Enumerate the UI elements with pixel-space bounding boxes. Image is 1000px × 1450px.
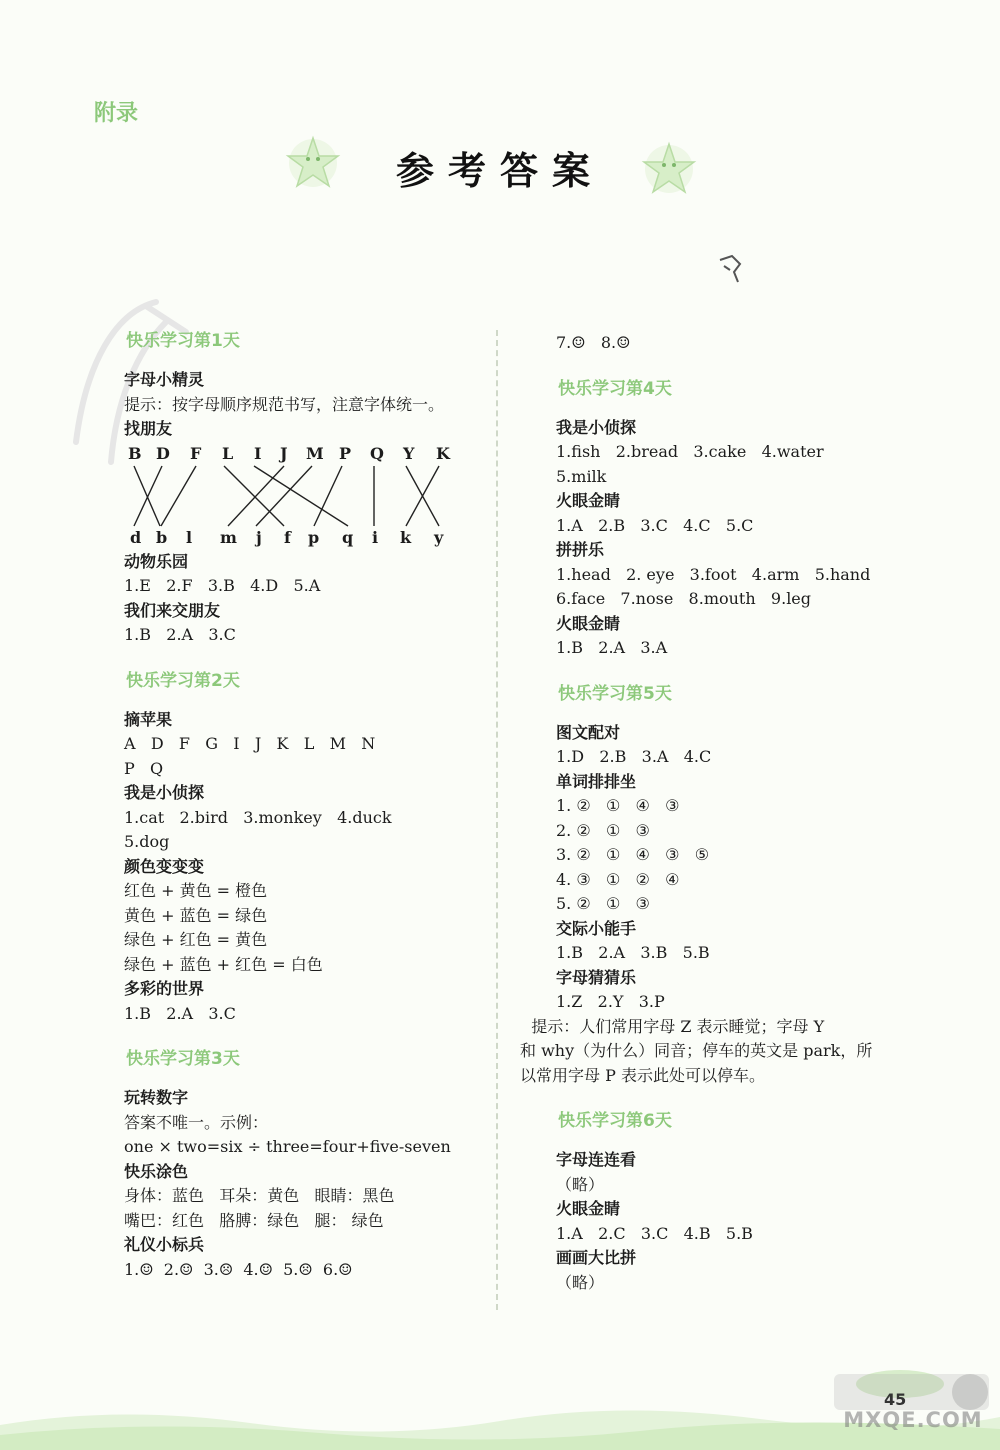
day1-title: 快乐学习第1天 <box>126 331 240 351</box>
day5-hint-line3: 以常用字母 P 表示此处可以停车。 <box>520 1065 765 1085</box>
page-number: 45 <box>884 1390 907 1409</box>
day1-s3-title: 动物乐园 <box>124 551 189 571</box>
day4-s1-title: 我是小侦探 <box>556 417 637 437</box>
day2-s2-line1: 1.cat 2.bird 3.monkey 4.duck <box>124 807 392 827</box>
day4-s1-line1: 1.fish 2.bread 3.cake 4.water <box>556 442 824 461</box>
day3-s3-answers: 1.☺ 2.☺ 3.☹ 4.☺ 5.☹ 6.☺ <box>124 1259 353 1279</box>
day1-s2-title: 找朋友 <box>124 419 173 438</box>
day2-title: 快乐学习第2天 <box>126 670 240 691</box>
match-bottom-letter: j <box>256 527 262 547</box>
day5-s3-answers: 1.B 2.A 3.B 5.B <box>556 943 710 962</box>
day2-s4-title: 多彩的世界 <box>124 979 205 998</box>
day1-s3-answers: 1.E 2.F 3.B 4.D 5.A <box>124 576 321 595</box>
match-bottom-letter: m <box>220 527 237 547</box>
day6-s2-title: 火眼金睛 <box>556 1199 621 1218</box>
day2-s3-line2: 黄色 + 蓝色 = 绿色 <box>124 905 268 925</box>
match-top-letter: J <box>280 443 288 463</box>
match-top-letter: F <box>190 443 202 463</box>
watermark-logo <box>830 1360 995 1445</box>
day3-s3-title: 礼仪小标兵 <box>124 1235 205 1254</box>
day3-s1-title: 玩转数字 <box>124 1088 189 1107</box>
day5-s2-line3: 3. ② ① ④ ③ ⑤ <box>556 845 710 864</box>
match-bottom-letter: f <box>284 527 291 547</box>
day2-s1-line1: A D F G I J K L M N <box>124 734 376 753</box>
day2-s1-title: 摘苹果 <box>124 709 173 729</box>
match-bottom-letter: d <box>130 527 142 547</box>
day5-s4-title: 字母猜猜乐 <box>556 967 637 987</box>
day5-s2-line2: 2. ② ① ③ <box>556 820 650 840</box>
left-column <box>124 328 504 1282</box>
day6-s1-answers: （略） <box>556 1174 605 1194</box>
matching-lines <box>124 444 484 548</box>
day2-s2-title: 我是小侦探 <box>124 783 205 802</box>
day3-s1-line1: 答案不唯一。示例： <box>124 1112 269 1132</box>
day3-s1-line2: one × two=six ÷ three=four+five-seven <box>124 1137 451 1156</box>
day4-title: 快乐学习第4天 <box>558 378 672 399</box>
day4-s3-line2: 6.face 7.nose 8.mouth 9.leg <box>556 589 812 608</box>
day1-s4-answers: 1.B 2.A 3.C <box>124 625 236 644</box>
match-top-letter: Q <box>370 443 384 463</box>
match-top-letter: D <box>156 443 170 463</box>
match-top-letter: K <box>436 443 450 463</box>
match-top-letter: I <box>254 443 262 463</box>
day5-s3-title: 交际小能手 <box>556 918 637 938</box>
day1-s4-title: 我们来交朋友 <box>124 600 221 620</box>
match-bottom-letter: i <box>372 527 379 547</box>
day2-s3-line3: 绿色 + 红色 = 黄色 <box>124 930 268 949</box>
day5-hint-line2: 和 why（为什么）同音；停车的英文是 park，所 <box>520 1041 873 1060</box>
day3-s2-line1: 身体：蓝色 耳朵：黄色 眼睛：黑色 <box>124 1186 395 1205</box>
day4-s3-title: 拼拼乐 <box>556 540 605 559</box>
day6-s1-title: 字母连连看 <box>556 1150 637 1169</box>
day6-s2-answers: 1.A 2.C 3.C 4.B 5.B <box>556 1223 753 1243</box>
match-bottom-letter: y <box>434 527 444 547</box>
day2-s2-line2: 5.dog <box>124 832 170 851</box>
day6-s3-answers: （略） <box>556 1272 605 1292</box>
day3-s2-title: 快乐涂色 <box>124 1161 189 1181</box>
match-top-letter: L <box>222 443 234 463</box>
day1-s1-hint: 提示：按字母顺序规范书写，注意字体统一。 <box>124 394 445 414</box>
day5-s2-line5: 5. ② ① ③ <box>556 894 650 913</box>
day5-s2-line4: 4. ③ ① ② ④ <box>556 869 680 889</box>
match-bottom-letter: l <box>186 527 193 547</box>
day2-s3-line4: 绿色 + 蓝色 + 红色 = 白色 <box>124 954 323 974</box>
day3-continued-answers: 7.☺ 8.☺ <box>556 333 631 352</box>
day6-s3-title: 画画大比拼 <box>556 1248 637 1267</box>
day5-s4-answers: 1.Z 2.Y 3.P <box>556 992 665 1011</box>
appendix-label: 附录 <box>94 101 139 126</box>
day3-s2-line2: 嘴巴：红色 胳膊：绿色 腿： 绿色 <box>124 1210 384 1230</box>
match-top-letter: B <box>128 443 142 463</box>
day4-s4-answers: 1.B 2.A 3.A <box>556 638 668 657</box>
day5-s1-answers: 1.D 2.B 3.A 4.C <box>556 747 712 766</box>
day5-s1-title: 图文配对 <box>556 722 621 742</box>
day4-s2-title: 火眼金睛 <box>556 491 621 510</box>
day4-s2-answers: 1.A 2.B 3.C 4.C 5.C <box>556 515 754 535</box>
day2-s4-answers: 1.B 2.A 3.C <box>124 1003 236 1023</box>
match-top-letter: Y <box>403 443 415 463</box>
match-top-letter: M <box>306 443 324 463</box>
match-bottom-letter: k <box>400 527 412 547</box>
match-bottom-letter: p <box>308 527 320 547</box>
day2-s3-title: 颜色变变变 <box>124 856 205 876</box>
day6-title: 快乐学习第6天 <box>558 1111 672 1131</box>
day5-s2-line1: 1. ② ① ④ ③ <box>556 796 680 815</box>
day4-s1-line2: 5.milk <box>556 466 607 486</box>
day1-s1-title: 字母小精灵 <box>124 370 205 389</box>
day4-s3-line1: 1.head 2. eye 3.foot 4.arm 5.hand <box>556 564 871 584</box>
watermark-text: MXQE.COM <box>843 1408 983 1432</box>
right-column <box>516 328 936 1295</box>
tiny-sketch-icon <box>716 252 746 286</box>
match-bottom-letter: b <box>156 527 168 547</box>
day3-title: 快乐学习第3天 <box>126 1049 240 1069</box>
day4-s4-title: 火眼金睛 <box>556 613 621 633</box>
match-bottom-letter: q <box>342 527 354 547</box>
page-title: 参考答案 <box>395 148 604 193</box>
day5-title: 快乐学习第5天 <box>558 683 672 704</box>
day5-hint-line1: 提示：人们常用字母 Z 表示睡觉；字母 Y <box>516 1016 825 1036</box>
match-top-letter: P <box>339 443 352 463</box>
day2-s1-line2: P Q <box>124 758 164 778</box>
letter-matching <box>124 444 484 548</box>
day5-s2-title: 单词排排坐 <box>556 771 637 791</box>
day2-s3-line1: 红色 + 黄色 = 橙色 <box>124 881 268 900</box>
